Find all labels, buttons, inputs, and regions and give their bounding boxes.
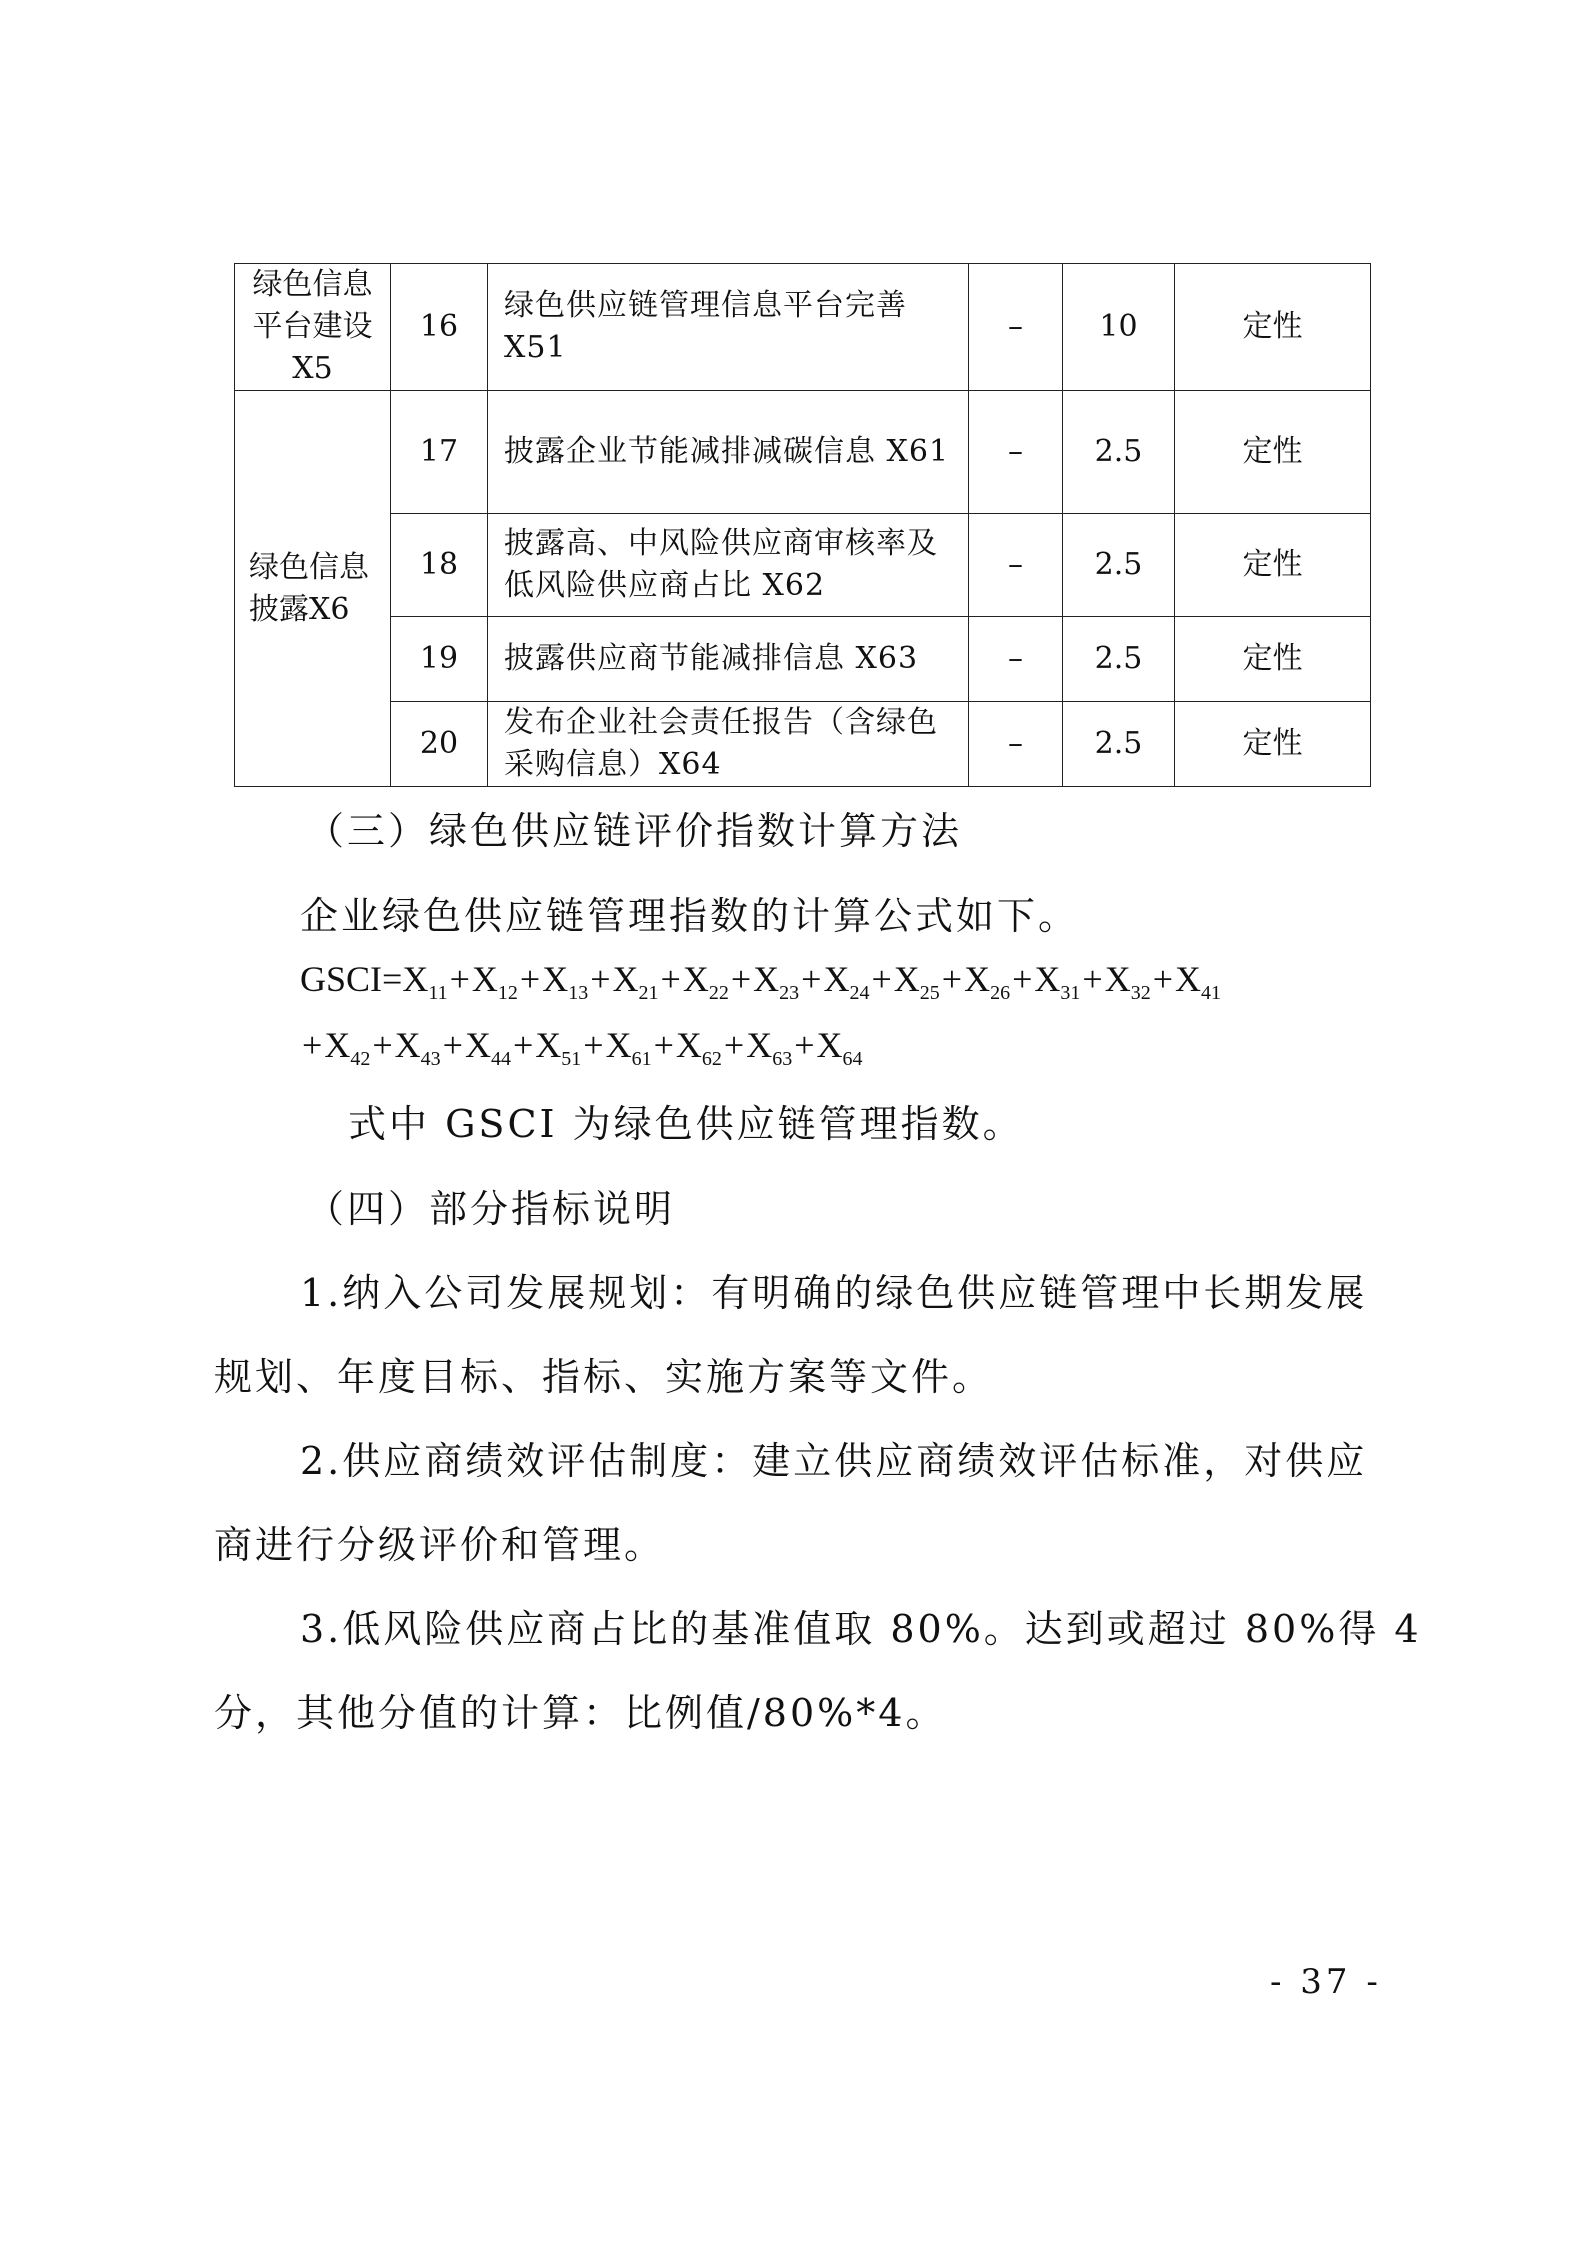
formula-subscript: 12 — [497, 982, 518, 1004]
formula-subscript: 24 — [849, 982, 870, 1004]
formula-subscript: 22 — [708, 982, 729, 1004]
section-heading-3: （三）绿色供应链评价指数计算方法 — [306, 809, 963, 853]
formula-subscript: 61 — [631, 1048, 652, 1070]
unit-cell: – — [969, 702, 1063, 787]
formula-variable: $X_{12}$ — [471, 959, 518, 1004]
formula-variable: $X_{51}$ — [535, 1025, 582, 1070]
formula-plus: + — [1012, 959, 1033, 999]
index-number-cell: 20 — [391, 702, 488, 787]
formula-terms — [402, 959, 1222, 1004]
formula-plus: + — [723, 1025, 745, 1065]
formula-plus: + — [941, 959, 963, 999]
item-1-line-1: 1.纳入公司发展规划：有明确的绿色供应链管理中长期发展 — [300, 1271, 1368, 1315]
indicator-table — [234, 263, 1371, 787]
unit-cell: – — [969, 617, 1063, 702]
formula-variable: $X_{43}$ — [394, 1025, 441, 1070]
index-number-cell: 19 — [391, 617, 488, 702]
formula-subscript: 44 — [490, 1048, 511, 1070]
formula-variable: $X_{22}$ — [682, 959, 729, 1004]
formula-variable: $X_{32}$ — [1104, 959, 1151, 1004]
formula-subscript: 62 — [701, 1048, 722, 1070]
formula-subscript: 13 — [568, 982, 589, 1004]
formula-line-2 — [300, 1024, 863, 1071]
category-cell: 绿色信息平台建设X5 — [235, 264, 391, 391]
table-row — [235, 264, 1371, 391]
unit-cell: – — [969, 264, 1063, 391]
indicator-name-cell: 披露企业节能减排减碳信息 X61 — [488, 391, 969, 514]
category-cell: 绿色信息披露X6 — [235, 391, 391, 787]
indicator-name-cell: 发布企业社会责任报告（含绿色采购信息）X64 — [488, 702, 969, 787]
score-cell: 2.5 — [1063, 514, 1175, 617]
formula-variable: $X_{21}$ — [612, 959, 659, 1004]
formula-variable: $X_{63}$ — [746, 1025, 793, 1070]
formula-terms — [300, 1025, 863, 1070]
formula-plus: + — [1082, 959, 1103, 999]
formula-plus: + — [372, 1025, 393, 1065]
type-cell: 定性 — [1175, 391, 1371, 514]
formula-plus: + — [1152, 959, 1174, 999]
item-2-line-1: 2.供应商绩效评估制度：建立供应商绩效评估标准，对供应 — [300, 1439, 1368, 1483]
formula-plus: + — [730, 959, 752, 999]
formula-lhs: GSCI — [300, 959, 383, 999]
indicator-name-cell: 披露供应商节能减排信息 X63 — [488, 617, 969, 702]
formula-subscript: 21 — [638, 982, 659, 1004]
type-cell: 定性 — [1175, 514, 1371, 617]
formula-plus: + — [512, 1025, 534, 1065]
table-row — [235, 391, 1371, 514]
table-row — [235, 702, 1371, 787]
type-cell: 定性 — [1175, 702, 1371, 787]
formula-plus: + — [653, 1025, 674, 1065]
formula-equals: = — [382, 959, 403, 999]
formula-subscript: 23 — [779, 982, 800, 1004]
formula-variable: $X_{62}$ — [675, 1025, 722, 1070]
formula-variable: $X_{61}$ — [605, 1025, 652, 1070]
formula-variable: $X_{64}$ — [816, 1025, 863, 1070]
formula-variable: $X_{31}$ — [1034, 959, 1081, 1004]
formula-variable: $X_{24}$ — [823, 959, 870, 1004]
formula-subscript: 31 — [1060, 982, 1081, 1004]
formula-line-1 — [300, 958, 1221, 1005]
section-heading-4: （四）部分指标说明 — [306, 1187, 676, 1231]
formula-plus: + — [302, 1025, 323, 1065]
item-3-line-1: 3.低风险供应商占比的基准值取 80%。达到或超过 80%得 4 — [300, 1607, 1422, 1651]
type-cell: 定性 — [1175, 617, 1371, 702]
formula-variable: $X_{25}$ — [893, 959, 940, 1004]
indicator-name-cell: 披露高、中风险供应商审核率及低风险供应商占比 X62 — [488, 514, 969, 617]
formula-plus: + — [660, 959, 681, 999]
formula-subscript: 41 — [1201, 982, 1222, 1004]
formula-intro: 企业绿色供应链管理指数的计算公式如下。 — [300, 894, 1080, 938]
formula-plus: + — [794, 1025, 815, 1065]
table-row — [235, 514, 1371, 617]
formula-variable: $X_{13}$ — [542, 959, 589, 1004]
index-number-cell: 17 — [391, 391, 488, 514]
formula-variable: $X_{11}$ — [402, 959, 448, 1004]
score-cell: 2.5 — [1063, 702, 1175, 787]
formula-subscript: 11 — [428, 982, 448, 1004]
formula-plus: + — [449, 959, 470, 999]
formula-note: 式中 GSCI 为绿色供应链管理指数。 — [348, 1102, 1024, 1146]
unit-cell: – — [969, 391, 1063, 514]
formula-subscript: 63 — [772, 1048, 793, 1070]
formula-variable: $X_{26}$ — [964, 959, 1011, 1004]
table-row — [235, 617, 1371, 702]
formula-plus: + — [801, 959, 822, 999]
type-cell: 定性 — [1175, 264, 1371, 391]
item-3-line-2: 分，其他分值的计算：比例值/80%*4。 — [214, 1691, 947, 1735]
formula-variable: $X_{44}$ — [464, 1025, 511, 1070]
score-cell: 10 — [1063, 264, 1175, 391]
formula-plus: + — [590, 959, 611, 999]
formula-plus: + — [519, 959, 541, 999]
score-cell: 2.5 — [1063, 391, 1175, 514]
formula-variable: $X_{23}$ — [753, 959, 800, 1004]
item-1-line-2: 规划、年度目标、指标、实施方案等文件。 — [214, 1355, 994, 1399]
unit-cell: – — [969, 514, 1063, 617]
formula-subscript: 25 — [919, 982, 940, 1004]
formula-variable: $X_{42}$ — [324, 1025, 371, 1070]
formula-plus: + — [583, 1025, 604, 1065]
indicator-name-cell: 绿色供应链管理信息平台完善X51 — [488, 264, 969, 391]
formula-plus: + — [442, 1025, 463, 1065]
score-cell: 2.5 — [1063, 617, 1175, 702]
item-2-line-2: 商进行分级评价和管理。 — [214, 1523, 666, 1567]
index-number-cell: 18 — [391, 514, 488, 617]
formula-plus: + — [871, 959, 892, 999]
formula-subscript: 51 — [561, 1048, 582, 1070]
formula-variable: $X_{41}$ — [1175, 959, 1222, 1004]
formula-subscript: 26 — [990, 982, 1011, 1004]
formula-subscript: 42 — [350, 1048, 371, 1070]
page-number: - 37 - — [1270, 1962, 1382, 2002]
formula-subscript: 43 — [420, 1048, 441, 1070]
formula-subscript: 64 — [842, 1048, 863, 1070]
index-number-cell: 16 — [391, 264, 488, 391]
formula-subscript: 32 — [1130, 982, 1151, 1004]
